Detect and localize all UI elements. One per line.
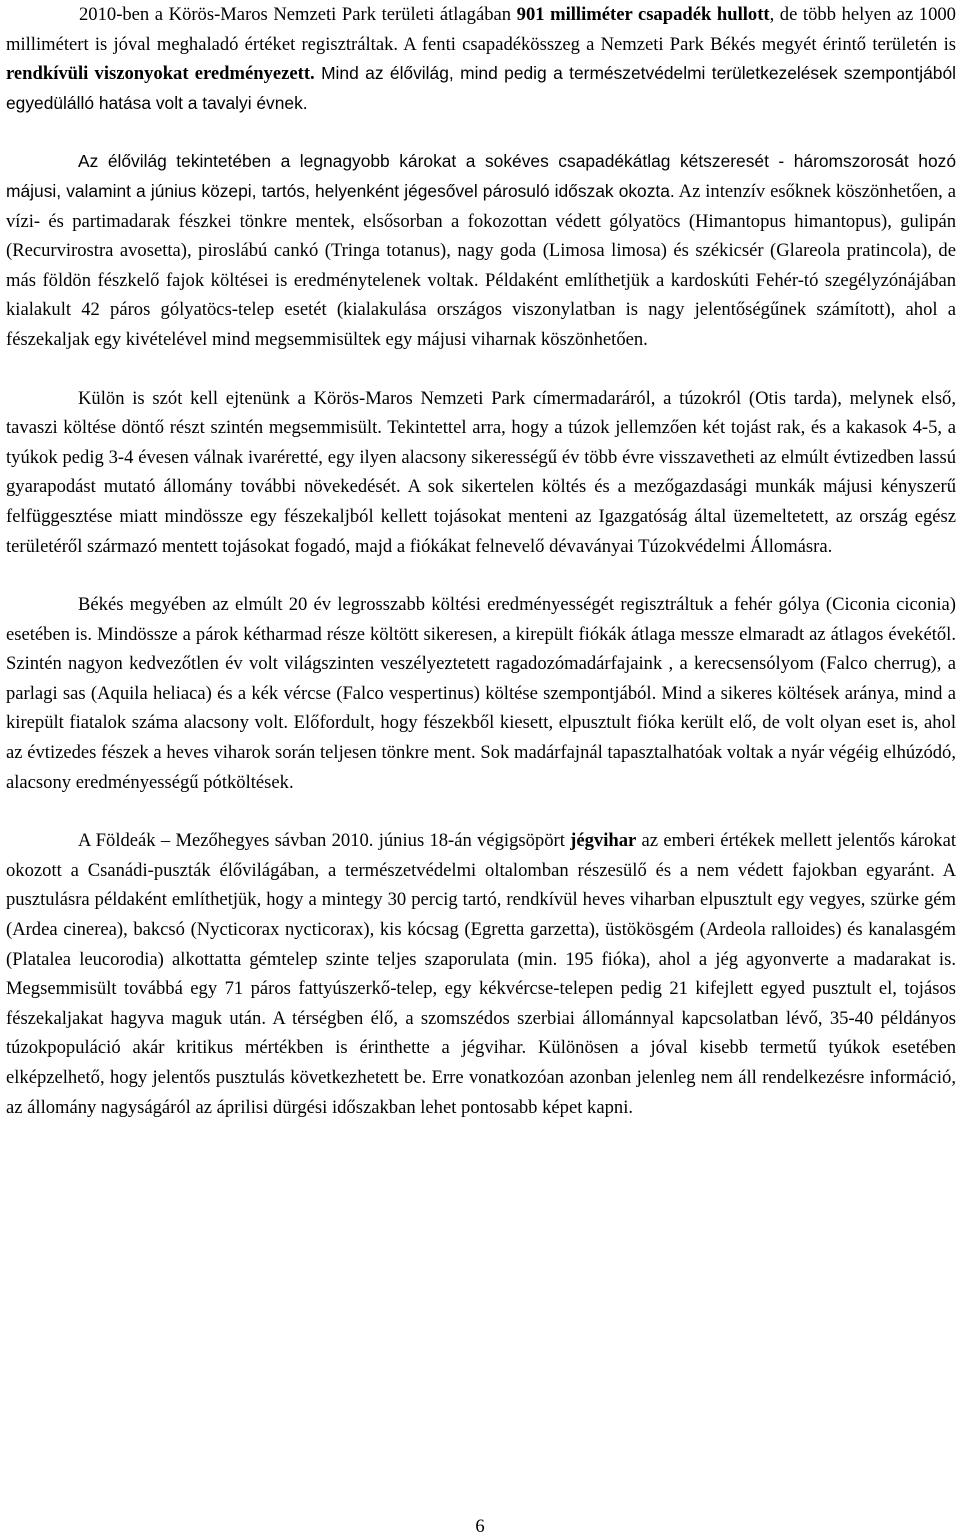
paragraph-rainfall — [6, 0, 956, 118]
paragraph-hailstorm-text-1: A Földeák – Mezőhegyes sávban 2010. június 18-án végigsöpört — [78, 830, 571, 852]
paragraph-rainfall-bold-1: 901 milliméter csapadék hullott — [516, 4, 770, 25]
paragraph-wildlife-damage-text-1: Az élővilág tekintetében a legnagyobb károkat a sokéves csapadékátlag kétszeresét - háromszorosát hozó májusi, valamint a június közepi, tartós, helyenként jégesővel párosuló időszak okozta. — [6, 151, 956, 201]
page-number: 6 — [475, 1516, 485, 1537]
paragraph-hailstorm-text-2: az emberi értékek mellett jelentős károkat okozott a Csanádi-puszták élővilágában, a természetvédelmi oltalomban részesülő és a nem védett fajokban egyaránt. A pusztulásra példaként említhetjük, hogy a mintegy 30 percig tartó, rendkívül heves viharban elpusztult egy vegyes, szürke gém (Ardea cinerea), bakcsó (Nycticorax nycticorax), kis kócsag (Egretta garzetta), üstökösgém (Ardeola ralloides) és kanalasgém (Platalea leucorodia) alkottatta gémtelep szinte teljes szaporulata (min. 195 fióka), ahol a jég agyonverte a madarakat is. Megsemmisült továbbá egy 71 páros fattyúszerkő-telep, egy kékvércse-telepen pedig 21 kifejlett egyed pusztult el, tojásos fészekaljakat hagyva maguk után. A térségben élő, a szomszédos szerbiai állománnyal kapcsolatban lévő, 35-40 példányos túzokpopuláció akár kritikus mértékben is érinthette a jégvihar. Különösen a jóval kisebb termetű tyúkok esetében elképzelhető, hogy jelentős pusztulás következhetett be. Erre vonatkozóan azonban jelenleg nem áll rendelkezésre információ, az állomány nagyságáról az áprilisi dürgési időszakban lehet pontosabb képet kapni. — [6, 830, 957, 1118]
paragraph-hailstorm — [6, 826, 956, 1122]
paragraph-white-stork: Békés megyében az elmúlt 20 év legrosszabb költési eredményességét regisztráltuk a fehér gólya (Ciconia ciconia) esetében is. Mindössze a párok kétharmad része költött sikeresen, a kirepült fiókák átlaga messze elmaradt az átlagos évekétől. Szintén nagyon kedvezőtlen év volt világszinten veszélyeztetett ragadozómadárfajaink , a kerecsensólyom (Falco cherrug), a parlagi sas (Aquila heliaca) és a kék vércse (Falco vespertinus) költése szempontjából. Mind a sikeres költések aránya, mind a kirepült fiatalok száma alacsony volt. Előfordult, hogy fészekből kiesett, elpusztult fióka került elő, de volt olyan eset is, ahol az évtizedes fészek a heves viharok során teljesen tönkre ment. Sok madárfajnál tapasztalhatóak voltak a nyár végéig elhúzódó, alacsony eredményességű pótköltések. — [6, 594, 956, 793]
paragraph-rainfall-text-3: Mind az élővilág, mind pedig a természetvédelmi területkezelések szempontjából egyedülálló hatása volt a tavalyi évnek. — [6, 63, 956, 113]
paragraph-rainfall-bold-2: rendkívüli viszonyokat eredményezett. — [6, 63, 315, 85]
paragraph-rainfall-text-1: 2010-ben a Körös-Maros Nemzeti Park területi átlagában — [79, 4, 517, 25]
paragraph-hailstorm-bold: jégvihar — [570, 830, 637, 852]
paragraph-wildlife-damage — [6, 147, 956, 354]
paragraph-wildlife-damage-text-2: Az intenzív esőknek köszönhetően, a vízi- és partimadarak fészkei tönkre mentek, elsősorban a fokozottan védett gólyatöcs (Himantopus himantopus), gulipán (Recurvirostra avosetta), piroslábú cankó (Tringa totanus), nagy goda (Limosa limosa) és székicsér (Glareola pratincola), de más földön fészkelő fajok költései is eredménytelenek voltak. Példaként említhetjük a kardoskúti Fehér-tó szegélyzónájában kialakult 42 páros gólyatöcs-telep esetét (kialakulása országos viszonylatban is nagy jelentőségűnek számított), ahol a fészekaljak egy kivételével mind megsemmisültek egy májusi viharnak köszönhetően. — [6, 180, 956, 350]
paragraph-rainfall-text-2: , de több helyen az 1000 millimétert is jóval meghaladó értéket regisztráltak. A fenti csapadékösszeg a Nemzeti Park Békés megyét érintő területén is — [6, 4, 956, 55]
page-body — [6, 0, 956, 1122]
paragraph-great-bustard: Külön is szót kell ejtenünk a Körös-Maros Nemzeti Park címermadaráról, a túzokról (Otis tarda), melynek első, tavaszi költése döntő részt szintén megsemmisült. Tekintettel arra, hogy a túzok jellemzően két tojást rak, és a kakasok 4-5, a tyúkok pedig 3-4 évesen válnak ivaréretté, egy ilyen alacsony sikerességű év több évre visszavetheti az elmúlt évtizedben lassú gyarapodást mutató állomány további növekedését. A sok sikertelen költés és a mezőgazdasági munkák májusi kényszerű felfüggesztése miatt mindössze egy fészekaljból kellett tojásokat menteni az Igazgatóság által üzemeltetett, az ország egész területéről származó mentett tojásokat fogadó, majd a fiókákat felnevelő dévaványai Túzokvédelmi Állomásra. — [6, 387, 956, 557]
